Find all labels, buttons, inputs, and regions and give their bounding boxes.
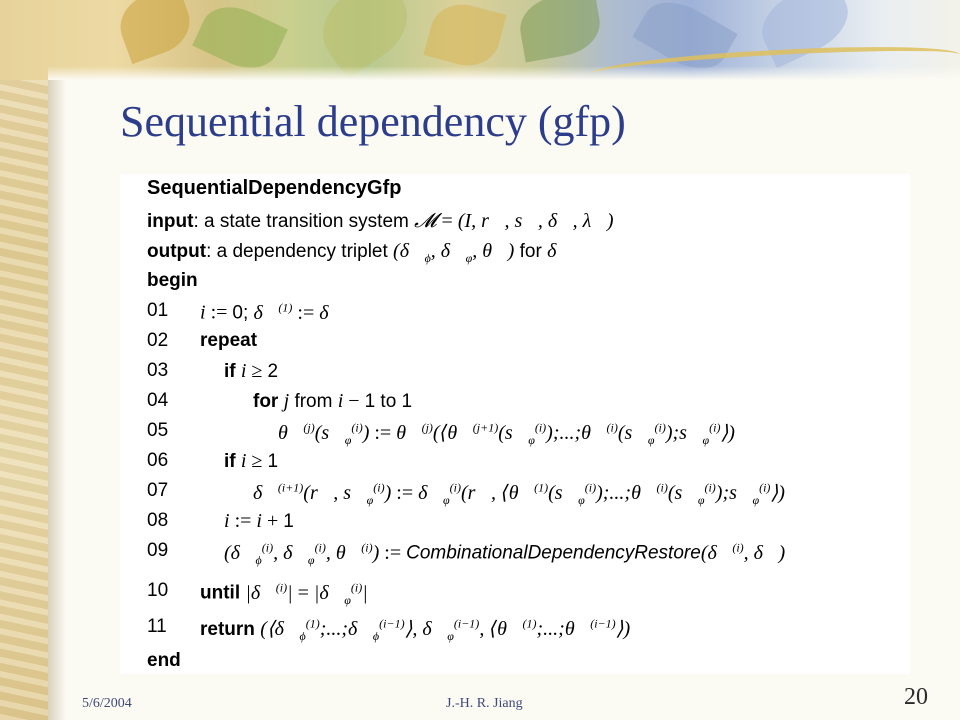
algorithm-name: SequentialDependencyGfp [147,177,402,199]
algorithm-line [120,510,910,540]
begin-keyword: begin [147,270,198,291]
algorithm-end-line [120,650,910,680]
footer-author: J.-H. R. Jiang [446,696,523,711]
leaf-decoration [515,0,604,62]
algorithm-output-line [120,240,910,270]
page-number: 20 [904,684,928,710]
line-number: 06 [147,450,169,471]
line-number: 10 [147,580,169,601]
line-code: repeat [200,330,258,351]
line-number: 04 [147,390,169,411]
output-keyword: output [147,241,207,262]
algorithm-line [120,540,910,570]
leaf-decoration [423,0,506,73]
algorithm-input-line [120,210,910,240]
left-shadow [48,80,66,720]
leaf-decoration [112,0,198,64]
algorithm-line [120,580,910,610]
algorithm-line [120,330,910,360]
line-number: 07 [147,480,169,501]
slide-title: Sequential dependency (gfp) [120,97,626,146]
banner-fade [48,66,960,80]
input-keyword: input [147,211,194,232]
line-code: i := i + 1 [224,510,294,532]
line-code: for j from i − 1 to 1 [253,390,413,412]
line-number: 11 [147,616,167,637]
algorithm-line [120,300,910,330]
footer-date: 5/6/2004 [82,696,132,711]
algorithm-line [120,420,910,450]
decorative-banner [0,0,960,80]
output-text: : a dependency triplet ($\delta⃗_\phi$, $\delta⃗_\varphi$, θ⃗) for δ⃗ [206,240,572,265]
line-number: 05 [147,420,169,441]
algorithm-line [120,450,910,480]
line-code: i := 0; δ⃗$^{(1)}$ := δ⃗ [200,300,345,324]
algorithm-box [120,174,910,674]
algorithm-line [120,616,910,646]
line-number: 03 [147,360,169,381]
line-number: 01 [147,300,169,321]
algorithm-line [120,360,910,390]
input-text: : a state transition system 𝓜 = (I, r⃗, s⃗, δ⃗, λ⃗) [193,210,614,232]
algorithm-line [120,390,910,420]
line-code: return ($⟨\delta⃗_\phi^{(1)};...;\delta⃗_\phi^{(i-1)}⟩$, $\delta⃗_\varphi^{(i-1)}$, ⟨θ⃗$^{(1)}$;...;θ⃗$^{(i-1)}$⟩) [200,616,631,643]
end-keyword: end [147,650,181,671]
line-code: ($\delta⃗_\phi^{(i)}$, $\delta⃗_\varphi^{(i)}$, θ⃗$^{(i)}$) := CombinationalDependencyRestore(δ⃗$^{(i)}$, δ⃗) [224,540,786,567]
line-number: 08 [147,510,169,531]
line-code: if i ≥ 2 [224,360,279,382]
line-number: 02 [147,330,169,351]
line-code: $\theta⃗^{(j)}(s⃗_\varphi^{(i)})$ := $\theta⃗^{(j)}(⟨\theta⃗^{(j+1)}(s⃗_\varphi^{(i)});...;\theta⃗^{(i)}(s⃗_\varphi^{(i)});s⃗_\varphi^{(i)}⟩)$ [278,420,735,447]
line-code: until |δ⃗$^{(i)}$| = $|\delta⃗_\varphi^{(i)}|$ [200,580,368,607]
line-code: if i ≥ 1 [224,450,279,472]
line-code: δ⃗$^{(i+1)}$(r⃗, $s⃗_\varphi^{(i)}$) := $\delta⃗_\varphi^{(i)}(r⃗$, $⟨\theta⃗^{(1)}(s⃗_\varphi^{(i)});...;\theta⃗^{(i)}(s⃗_\varphi^{(i)});s⃗_\varphi^{(i)}⟩$) [253,480,785,507]
line-number: 09 [147,540,169,561]
algorithm-line [120,480,910,510]
algorithm-begin-line [120,270,910,300]
decorative-left-strip [0,0,48,720]
